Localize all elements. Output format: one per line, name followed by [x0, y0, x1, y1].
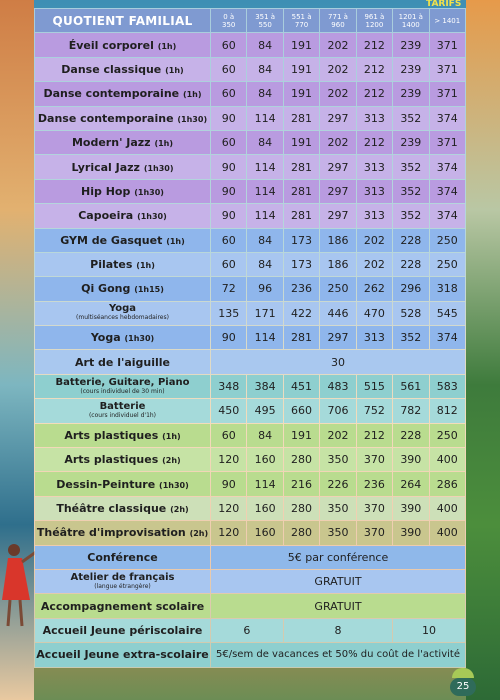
- activity-label: Modern' Jazz (1h): [35, 131, 210, 154]
- price-cell: 114: [247, 326, 282, 349]
- activity-label: Danse classique (1h): [35, 58, 210, 81]
- table-row: [35, 350, 465, 373]
- price-cell: 228: [393, 424, 428, 447]
- price-cell: 446: [320, 302, 355, 325]
- price-cell: 390: [393, 521, 428, 544]
- price-cell: 752: [357, 399, 392, 422]
- price-cell: 390: [393, 497, 428, 520]
- table-row: [35, 643, 465, 666]
- price-cell: 348: [211, 375, 246, 398]
- price-cell: 400: [430, 448, 465, 471]
- price-cell: 84: [247, 131, 282, 154]
- price-cell: 450: [211, 399, 246, 422]
- price-cell: 60: [211, 229, 246, 252]
- table-row: [35, 399, 465, 422]
- price-cell: 297: [320, 180, 355, 203]
- activity-label: Yoga (multiséances hebdomadaires): [35, 302, 210, 325]
- price-cell: 236: [284, 277, 319, 300]
- price-cell: 250: [320, 277, 355, 300]
- table-row: [35, 326, 465, 349]
- price-cell: 202: [320, 131, 355, 154]
- activity-label: Arts plastiques (1h): [35, 424, 210, 447]
- price-cell: 281: [284, 155, 319, 178]
- price-cell: 352: [393, 204, 428, 227]
- price-cell: 228: [393, 253, 428, 276]
- price-cell: 250: [430, 229, 465, 252]
- price-cell: 483: [320, 375, 355, 398]
- table-row: [35, 33, 465, 56]
- price-cell: 352: [393, 155, 428, 178]
- price-group-cell: 6: [211, 619, 283, 642]
- price-cell: 451: [284, 375, 319, 398]
- price-cell: 422: [284, 302, 319, 325]
- activity-label: Accueil Jeune extra-scolaire: [35, 643, 210, 666]
- price-cell: 390: [393, 448, 428, 471]
- price-cell: 371: [430, 33, 465, 56]
- table-row: [35, 58, 465, 81]
- activity-label: Arts plastiques (2h): [35, 448, 210, 471]
- activity-label: GYM de Gasquet (1h): [35, 229, 210, 252]
- price-cell: 370: [357, 497, 392, 520]
- bracket-header: > 1401: [430, 9, 465, 32]
- price-cell: 352: [393, 326, 428, 349]
- price-cell: 561: [393, 375, 428, 398]
- price-cell: 239: [393, 131, 428, 154]
- price-cell: 90: [211, 107, 246, 130]
- price-cell: 212: [357, 58, 392, 81]
- price-cell: 114: [247, 472, 282, 495]
- table-row: [35, 619, 465, 642]
- bracket-header: 961 à 1200: [357, 9, 392, 32]
- price-cell: 528: [393, 302, 428, 325]
- price-cell: 191: [284, 424, 319, 447]
- price-cell: 90: [211, 326, 246, 349]
- price-cell: 120: [211, 497, 246, 520]
- price-cell: 212: [357, 131, 392, 154]
- price-cell: 114: [247, 107, 282, 130]
- activity-label: Hip Hop (1h30): [35, 180, 210, 203]
- price-cell: 173: [284, 229, 319, 252]
- activity-label: Lyrical Jazz (1h30): [35, 155, 210, 178]
- label-column-header: QUOTIENT FAMILIAL: [35, 9, 210, 32]
- price-cell: 583: [430, 375, 465, 398]
- price-cell: 160: [247, 521, 282, 544]
- activity-label: Yoga (1h30): [35, 326, 210, 349]
- price-cell: 60: [211, 424, 246, 447]
- bracket-header: 1201 à 1400: [393, 9, 428, 32]
- activity-label: Pilates (1h): [35, 253, 210, 276]
- table-row: [35, 521, 465, 544]
- price-cell: 84: [247, 82, 282, 105]
- merged-price-cell: 5€/sem de vacances et 50% du coût de l'activité: [211, 643, 465, 666]
- activity-label: Qi Gong (1h15): [35, 277, 210, 300]
- activity-label: Théâtre classique (2h): [35, 497, 210, 520]
- price-cell: 370: [357, 521, 392, 544]
- price-cell: 84: [247, 58, 282, 81]
- price-cell: 114: [247, 180, 282, 203]
- activity-label: Danse contemporaine (1h): [35, 82, 210, 105]
- tariff-table: [34, 8, 466, 668]
- price-cell: 191: [284, 131, 319, 154]
- price-cell: 212: [357, 424, 392, 447]
- price-cell: 135: [211, 302, 246, 325]
- price-cell: 212: [357, 33, 392, 56]
- price-cell: 281: [284, 326, 319, 349]
- price-cell: 313: [357, 204, 392, 227]
- price-cell: 281: [284, 204, 319, 227]
- price-cell: 350: [320, 521, 355, 544]
- price-cell: 60: [211, 82, 246, 105]
- activity-label: Éveil corporel (1h): [35, 33, 210, 56]
- activity-label: Batterie (cours individuel d'1h): [35, 399, 210, 422]
- price-cell: 297: [320, 107, 355, 130]
- table-row: [35, 229, 465, 252]
- price-cell: 202: [320, 58, 355, 81]
- price-cell: 264: [393, 472, 428, 495]
- table-row: [35, 131, 465, 154]
- price-cell: 120: [211, 448, 246, 471]
- price-cell: 250: [430, 424, 465, 447]
- merged-price-cell: GRATUIT: [211, 570, 465, 593]
- price-cell: 297: [320, 155, 355, 178]
- price-cell: 226: [320, 472, 355, 495]
- price-cell: 212: [357, 82, 392, 105]
- price-cell: 313: [357, 107, 392, 130]
- price-cell: 160: [247, 448, 282, 471]
- price-cell: 160: [247, 497, 282, 520]
- activity-label: Accompagnement scolaire: [35, 594, 210, 617]
- price-cell: 371: [430, 58, 465, 81]
- price-cell: 228: [393, 229, 428, 252]
- activity-label: Atelier de français (langue étrangère): [35, 570, 210, 593]
- price-cell: 191: [284, 33, 319, 56]
- price-cell: 280: [284, 448, 319, 471]
- table-row: [35, 594, 465, 617]
- price-cell: 374: [430, 204, 465, 227]
- price-cell: 236: [357, 472, 392, 495]
- price-cell: 60: [211, 131, 246, 154]
- price-cell: 191: [284, 58, 319, 81]
- price-cell: 350: [320, 497, 355, 520]
- price-cell: 202: [357, 253, 392, 276]
- price-cell: 660: [284, 399, 319, 422]
- price-cell: 191: [284, 82, 319, 105]
- price-cell: 495: [247, 399, 282, 422]
- price-cell: 114: [247, 155, 282, 178]
- price-cell: 545: [430, 302, 465, 325]
- price-cell: 202: [357, 229, 392, 252]
- price-cell: 239: [393, 33, 428, 56]
- activity-label: Conférence: [35, 546, 210, 569]
- price-cell: 280: [284, 521, 319, 544]
- table-row: [35, 277, 465, 300]
- price-cell: 84: [247, 424, 282, 447]
- price-cell: 186: [320, 253, 355, 276]
- price-cell: 515: [357, 375, 392, 398]
- activity-label: Art de l'aiguille: [35, 350, 210, 373]
- price-cell: 239: [393, 82, 428, 105]
- price-cell: 706: [320, 399, 355, 422]
- price-cell: 90: [211, 180, 246, 203]
- price-cell: 281: [284, 107, 319, 130]
- price-cell: 90: [211, 155, 246, 178]
- price-cell: 239: [393, 58, 428, 81]
- price-cell: 374: [430, 326, 465, 349]
- price-cell: 173: [284, 253, 319, 276]
- price-cell: 60: [211, 33, 246, 56]
- price-cell: 370: [357, 448, 392, 471]
- price-cell: 202: [320, 33, 355, 56]
- price-cell: 313: [357, 180, 392, 203]
- page-number: 25: [450, 678, 476, 696]
- price-cell: 286: [430, 472, 465, 495]
- price-cell: 202: [320, 82, 355, 105]
- merged-price-cell: 30: [211, 350, 465, 373]
- table-row: [35, 448, 465, 471]
- price-cell: 60: [211, 58, 246, 81]
- price-cell: 262: [357, 277, 392, 300]
- price-cell: 352: [393, 107, 428, 130]
- price-cell: 60: [211, 253, 246, 276]
- bracket-header: 771 à 960: [320, 9, 355, 32]
- price-cell: 84: [247, 229, 282, 252]
- price-group-cell: 10: [393, 619, 465, 642]
- price-cell: 186: [320, 229, 355, 252]
- price-cell: 318: [430, 277, 465, 300]
- price-cell: 374: [430, 107, 465, 130]
- bracket-header: 351 à 550: [247, 9, 282, 32]
- price-cell: 250: [430, 253, 465, 276]
- background-right-scenery: [466, 0, 500, 700]
- price-cell: 171: [247, 302, 282, 325]
- price-cell: 90: [211, 472, 246, 495]
- price-cell: 400: [430, 521, 465, 544]
- price-cell: 216: [284, 472, 319, 495]
- table-row: [35, 155, 465, 178]
- table-row: [35, 204, 465, 227]
- tariffs-tag: TARIFS: [426, 0, 462, 8]
- price-cell: 280: [284, 497, 319, 520]
- price-cell: 96: [247, 277, 282, 300]
- price-cell: 812: [430, 399, 465, 422]
- price-group-cell: 8: [284, 619, 392, 642]
- price-cell: 350: [320, 448, 355, 471]
- activity-label: Accueil Jeune périscolaire: [35, 619, 210, 642]
- price-cell: 374: [430, 180, 465, 203]
- activity-label: Théâtre d'improvisation (2h): [35, 521, 210, 544]
- table-row: [35, 82, 465, 105]
- price-cell: 371: [430, 82, 465, 105]
- price-cell: 352: [393, 180, 428, 203]
- price-cell: 120: [211, 521, 246, 544]
- table-row: [35, 424, 465, 447]
- merged-price-cell: GRATUIT: [211, 594, 465, 617]
- price-cell: 297: [320, 326, 355, 349]
- price-cell: 281: [284, 180, 319, 203]
- table-row: [35, 472, 465, 495]
- activity-label: Capoeira (1h30): [35, 204, 210, 227]
- table-body: [35, 33, 465, 666]
- table-row: [35, 570, 465, 593]
- bracket-header: 0 à 350: [211, 9, 246, 32]
- table-row: [35, 107, 465, 130]
- price-cell: 400: [430, 497, 465, 520]
- price-cell: 84: [247, 253, 282, 276]
- price-cell: 374: [430, 155, 465, 178]
- table-row: [35, 497, 465, 520]
- price-cell: 782: [393, 399, 428, 422]
- price-cell: 296: [393, 277, 428, 300]
- table-row: [35, 180, 465, 203]
- price-cell: 371: [430, 131, 465, 154]
- table-row: [35, 253, 465, 276]
- activity-label: Dessin-Peinture (1h30): [35, 472, 210, 495]
- price-cell: 90: [211, 204, 246, 227]
- activity-label: Batterie, Guitare, Piano (cours individuel de 30 min): [35, 375, 210, 398]
- price-cell: 114: [247, 204, 282, 227]
- price-cell: 384: [247, 375, 282, 398]
- table-row: [35, 302, 465, 325]
- table-row: [35, 375, 465, 398]
- price-cell: 202: [320, 424, 355, 447]
- bracket-header: 551 à 770: [284, 9, 319, 32]
- table-row: [35, 546, 465, 569]
- price-cell: 72: [211, 277, 246, 300]
- price-cell: 84: [247, 33, 282, 56]
- price-cell: 313: [357, 326, 392, 349]
- price-cell: 297: [320, 204, 355, 227]
- price-cell: 470: [357, 302, 392, 325]
- price-cell: 313: [357, 155, 392, 178]
- table-header-row: [35, 9, 465, 32]
- merged-price-cell: 5€ par conférence: [211, 546, 465, 569]
- activity-label: Danse contemporaine (1h30): [35, 107, 210, 130]
